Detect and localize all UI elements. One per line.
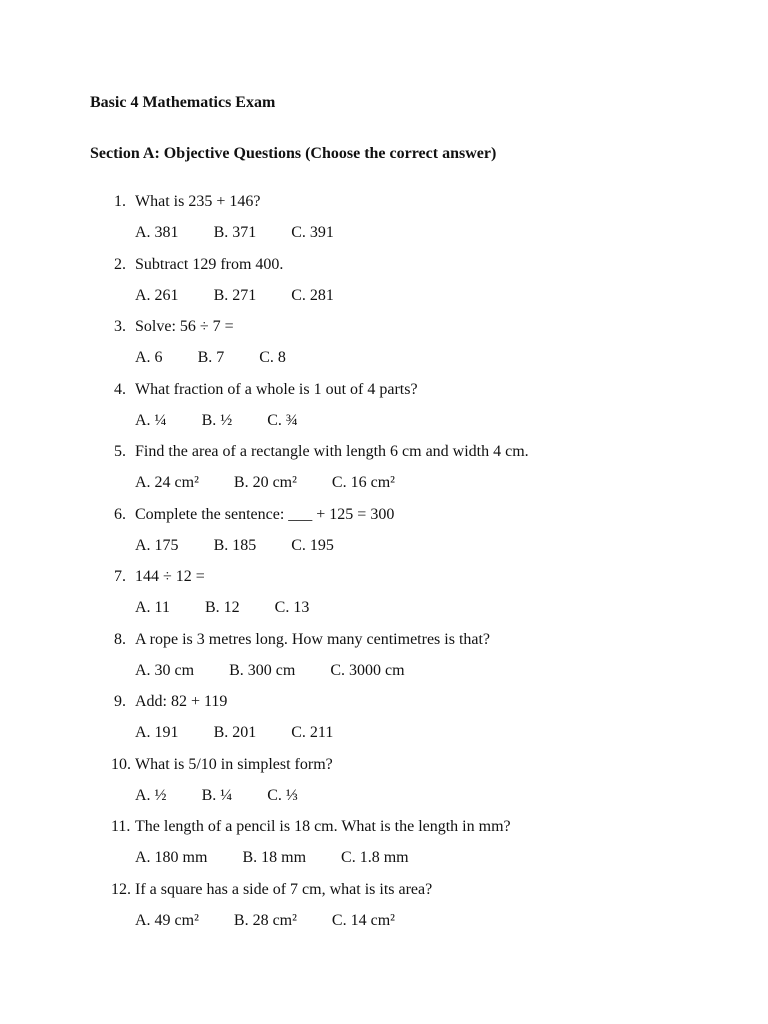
answer-options: [135, 598, 344, 618]
question-text: What is 5/10 in simplest form?: [135, 755, 333, 773]
exam-title: Basic 4 Mathematics Exam: [90, 94, 276, 111]
option-c: C. ¾: [267, 411, 298, 429]
question-item: [0, 503, 768, 566]
option-c: C. 16 cm²: [331, 474, 395, 491]
question-item: [0, 253, 768, 316]
question-number: 10.: [111, 755, 131, 773]
option-c: C. 281: [291, 286, 334, 304]
option-a: A. 381: [135, 224, 179, 241]
option-c: C. 195: [291, 536, 334, 554]
option-b: B. 7: [197, 349, 225, 366]
answer-options: [135, 661, 440, 681]
option-a: A. 49 cm²: [135, 911, 199, 929]
question-number: 3.: [114, 318, 126, 335]
option-b: B. 201: [213, 724, 257, 741]
option-b: B. 371: [213, 224, 257, 241]
option-b: B. 12: [204, 599, 240, 616]
answer-options: [135, 473, 430, 493]
question-number: 5.: [114, 443, 126, 460]
option-a: A. 180 mm: [135, 849, 208, 866]
question-text: Complete the sentence: ___ + 125 = 300: [135, 505, 395, 523]
option-b: B. ¼: [201, 786, 233, 804]
question-item: [0, 315, 768, 378]
question-list: [0, 190, 768, 940]
option-a: A. 11: [135, 599, 170, 616]
option-a: A. ¼: [135, 411, 167, 429]
option-b: B. 271: [213, 286, 257, 304]
question-number: 11.: [111, 818, 131, 835]
answer-options: [135, 536, 369, 556]
answer-options: [135, 786, 333, 806]
option-a: A. 30 cm: [135, 661, 195, 679]
option-b: B. 185: [213, 536, 257, 554]
option-a: A. 191: [135, 724, 179, 741]
question-item: [0, 878, 768, 941]
question-item: [0, 628, 768, 691]
question-item: [0, 565, 768, 628]
answer-options: [135, 348, 321, 368]
option-a: A. 24 cm²: [135, 474, 199, 491]
option-a: A. 6: [135, 349, 163, 366]
answer-options: [135, 286, 369, 306]
question-item: [0, 815, 768, 878]
question-number: 6.: [114, 505, 126, 523]
answer-options: [135, 223, 369, 243]
option-c: C. 8: [259, 349, 286, 366]
option-b: B. 28 cm²: [233, 911, 297, 929]
question-number: 9.: [114, 693, 126, 710]
question-text: 144 ÷ 12 =: [135, 568, 205, 585]
option-a: A. 175: [135, 536, 179, 554]
question-item: [0, 753, 768, 816]
question-number: 2.: [114, 255, 126, 273]
answer-options: [135, 411, 333, 431]
option-c: C. ⅓: [267, 786, 298, 804]
section-title: Section A: Objective Questions (Choose the correct answer): [90, 145, 497, 162]
option-a: A. ½: [135, 786, 167, 804]
question-text: Subtract 129 from 400.: [135, 255, 284, 273]
option-a: A. 261: [135, 286, 179, 304]
option-c: C. 211: [291, 724, 334, 741]
answer-options: [135, 848, 444, 868]
question-text: What is 235 + 146?: [135, 193, 261, 210]
option-c: C. 1.8 mm: [341, 849, 409, 866]
option-b: B. ½: [201, 411, 233, 429]
question-number: 12.: [111, 880, 131, 898]
question-item: [0, 690, 768, 753]
option-c: C. 3000 cm: [330, 661, 405, 679]
question-item: [0, 378, 768, 441]
question-item: [0, 440, 768, 503]
question-text: Add: 82 + 119: [135, 693, 228, 710]
option-b: B. 300 cm: [229, 661, 296, 679]
question-text: Find the area of a rectangle with length 6 cm and width 4 cm.: [135, 443, 529, 460]
question-number: 7.: [114, 568, 126, 585]
option-c: C. 391: [291, 224, 334, 241]
question-number: 8.: [114, 630, 126, 648]
answer-options: [135, 723, 368, 743]
question-text: The length of a pencil is 18 cm. What is the length in mm?: [135, 818, 511, 835]
question-text: Solve: 56 ÷ 7 =: [135, 318, 234, 335]
question-text: If a square has a side of 7 cm, what is its area?: [135, 880, 433, 898]
question-number: 1.: [114, 193, 126, 210]
option-c: C. 13: [274, 599, 310, 616]
option-b: B. 20 cm²: [233, 474, 297, 491]
question-item: [0, 190, 768, 253]
question-text: What fraction of a whole is 1 out of 4 parts?: [135, 380, 418, 398]
question-number: 4.: [114, 380, 126, 398]
option-b: B. 18 mm: [242, 849, 307, 866]
answer-options: [135, 911, 430, 931]
question-text: A rope is 3 metres long. How many centimetres is that?: [135, 630, 491, 648]
option-c: C. 14 cm²: [331, 911, 395, 929]
